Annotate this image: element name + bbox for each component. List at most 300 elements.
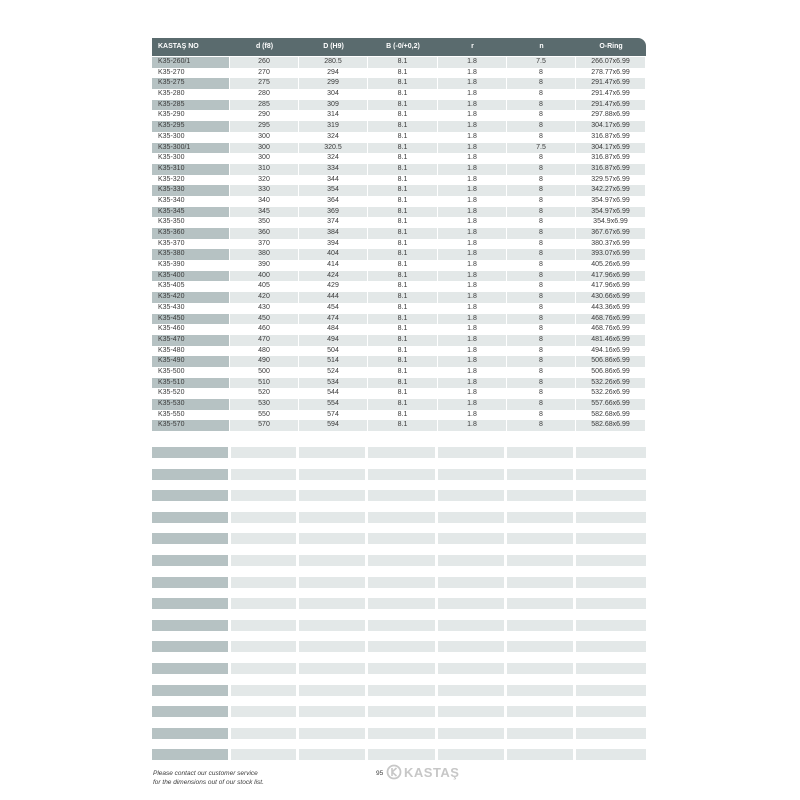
blank-cell	[507, 512, 576, 523]
table-row	[152, 420, 646, 431]
cell-col-oring: 354.97x6.99	[576, 196, 646, 207]
cell-col-oring: 342.27x6.99	[576, 185, 646, 196]
blank-cell	[299, 447, 368, 458]
cell-col-B: 8.1	[368, 57, 438, 68]
cell-col-B: 8.1	[368, 185, 438, 196]
blank-cell	[576, 641, 646, 652]
cell-col-B: 8.1	[368, 260, 438, 271]
cell-col-oring: 417.96x6.99	[576, 281, 646, 292]
blank-cell	[576, 663, 646, 674]
cell-col-kastas-no: K35-450	[152, 314, 230, 325]
table-row	[152, 110, 646, 121]
kastas-logo-icon	[386, 764, 402, 780]
cell-col-B: 8.1	[368, 68, 438, 79]
cell-col-d: 300	[230, 143, 299, 154]
cell-col-B: 8.1	[368, 271, 438, 282]
blank-cell	[507, 685, 576, 696]
cell-col-B: 8.1	[368, 239, 438, 250]
cell-col-oring: 393.07x6.99	[576, 249, 646, 260]
cell-col-D: 319	[299, 121, 368, 132]
blank-cell	[152, 512, 231, 523]
cell-col-n: 7.5	[507, 143, 576, 154]
table-row	[152, 388, 646, 399]
cell-col-kastas-no: K35-320	[152, 175, 230, 186]
cell-col-oring: 506.86x6.99	[576, 367, 646, 378]
blank-cell	[299, 598, 368, 609]
table-row	[152, 271, 646, 282]
blank-row	[152, 706, 646, 717]
cell-col-r: 1.8	[438, 57, 507, 68]
cell-col-kastas-no: K35-405	[152, 281, 230, 292]
cell-col-D: 384	[299, 228, 368, 239]
cell-col-kastas-no: K35-400	[152, 271, 230, 282]
table-row	[152, 78, 646, 89]
table-row	[152, 89, 646, 100]
cell-col-oring: 266.07x6.99	[576, 57, 646, 68]
cell-col-n: 8	[507, 110, 576, 121]
cell-col-d: 460	[230, 324, 299, 335]
blank-row	[152, 577, 646, 588]
cell-col-oring: 291.47x6.99	[576, 100, 646, 111]
cell-col-D: 374	[299, 217, 368, 228]
cell-col-n: 8	[507, 132, 576, 143]
cell-col-r: 1.8	[438, 410, 507, 421]
blank-cell	[231, 533, 299, 544]
blank-row	[152, 490, 646, 501]
cell-col-B: 8.1	[368, 175, 438, 186]
cell-col-d: 400	[230, 271, 299, 282]
table-row	[152, 335, 646, 346]
cell-col-oring: 380.37x6.99	[576, 239, 646, 250]
blank-row	[152, 663, 646, 674]
blank-cell	[576, 598, 646, 609]
blank-cell	[231, 469, 299, 480]
cell-col-oring: 304.17x6.99	[576, 143, 646, 154]
cell-col-kastas-no: K35-430	[152, 303, 230, 314]
cell-col-r: 1.8	[438, 164, 507, 175]
blank-row	[152, 447, 646, 458]
cell-col-n: 8	[507, 100, 576, 111]
table-row	[152, 281, 646, 292]
cell-col-r: 1.8	[438, 303, 507, 314]
blank-cell	[507, 620, 576, 631]
blank-cell	[438, 598, 507, 609]
cell-col-D: 354	[299, 185, 368, 196]
blank-cell	[507, 728, 576, 739]
cell-col-D: 574	[299, 410, 368, 421]
cell-col-r: 1.8	[438, 324, 507, 335]
cell-col-r: 1.8	[438, 356, 507, 367]
cell-col-oring: 494.16x6.99	[576, 346, 646, 357]
cell-col-r: 1.8	[438, 314, 507, 325]
logo-text: KASTAŞ	[404, 764, 460, 780]
cell-col-B: 8.1	[368, 89, 438, 100]
cell-col-d: 370	[230, 239, 299, 250]
table-row	[152, 207, 646, 218]
cell-col-r: 1.8	[438, 78, 507, 89]
blank-row	[152, 598, 646, 609]
blank-cell	[438, 685, 507, 696]
blank-cell	[231, 447, 299, 458]
blank-cell	[438, 490, 507, 501]
blank-cell	[231, 512, 299, 523]
cell-col-kastas-no: K35-260/1	[152, 57, 230, 68]
cell-col-oring: 557.66x6.99	[576, 399, 646, 410]
table-row	[152, 367, 646, 378]
cell-col-kastas-no: K35-460	[152, 324, 230, 335]
cell-col-r: 1.8	[438, 110, 507, 121]
cell-col-kastas-no: K35-520	[152, 388, 230, 399]
blank-cell	[507, 706, 576, 717]
blank-cell	[152, 728, 231, 739]
cell-col-d: 430	[230, 303, 299, 314]
cell-col-n: 8	[507, 196, 576, 207]
cell-col-d: 510	[230, 378, 299, 389]
cell-col-B: 8.1	[368, 399, 438, 410]
blank-cell	[507, 598, 576, 609]
cell-col-n: 8	[507, 68, 576, 79]
blank-cell	[152, 706, 231, 717]
cell-col-r: 1.8	[438, 239, 507, 250]
cell-col-D: 554	[299, 399, 368, 410]
blank-cell	[368, 641, 438, 652]
blank-cell	[576, 620, 646, 631]
kastas-logo	[386, 764, 459, 780]
cell-col-D: 304	[299, 89, 368, 100]
cell-col-D: 334	[299, 164, 368, 175]
cell-col-r: 1.8	[438, 399, 507, 410]
cell-col-kastas-no: K35-550	[152, 410, 230, 421]
blank-cell	[299, 620, 368, 631]
blank-cell	[438, 749, 507, 760]
blank-cell	[152, 620, 231, 631]
blank-cell	[438, 555, 507, 566]
blank-rows-area	[152, 447, 646, 771]
cell-col-d: 570	[230, 420, 299, 431]
cell-col-D: 424	[299, 271, 368, 282]
cell-col-n: 8	[507, 121, 576, 132]
blank-cell	[368, 749, 438, 760]
cell-col-D: 534	[299, 378, 368, 389]
table-row	[152, 143, 646, 154]
table-row	[152, 239, 646, 250]
blank-cell	[231, 728, 299, 739]
cell-col-n: 8	[507, 260, 576, 271]
cell-col-oring: 354.9x6.99	[576, 217, 646, 228]
cell-col-oring: 443.36x6.99	[576, 303, 646, 314]
blank-cell	[368, 469, 438, 480]
cell-col-B: 8.1	[368, 378, 438, 389]
header-col-n: n	[539, 42, 544, 50]
blank-cell	[152, 533, 231, 544]
cell-col-r: 1.8	[438, 367, 507, 378]
cell-col-r: 1.8	[438, 249, 507, 260]
cell-col-r: 1.8	[438, 185, 507, 196]
cell-col-n: 8	[507, 249, 576, 260]
cell-col-oring: 468.76x6.99	[576, 324, 646, 335]
cell-col-kastas-no: K35-510	[152, 378, 230, 389]
blank-cell	[231, 641, 299, 652]
cell-col-n: 8	[507, 314, 576, 325]
cell-col-B: 8.1	[368, 356, 438, 367]
table-row	[152, 303, 646, 314]
blank-cell	[576, 490, 646, 501]
cell-col-d: 340	[230, 196, 299, 207]
table-body	[152, 57, 646, 431]
cell-col-oring: 532.26x6.99	[576, 388, 646, 399]
blank-cell	[576, 447, 646, 458]
cell-col-B: 8.1	[368, 207, 438, 218]
header-col-oring: O-Ring	[599, 42, 623, 50]
dimensions-table	[152, 38, 646, 431]
cell-col-n: 8	[507, 164, 576, 175]
cell-col-B: 8.1	[368, 143, 438, 154]
blank-cell	[299, 555, 368, 566]
cell-col-n: 8	[507, 153, 576, 164]
cell-col-D: 594	[299, 420, 368, 431]
cell-col-n: 8	[507, 378, 576, 389]
cell-col-kastas-no: K35-530	[152, 399, 230, 410]
table-row	[152, 249, 646, 260]
cell-col-B: 8.1	[368, 228, 438, 239]
cell-col-B: 8.1	[368, 292, 438, 303]
blank-cell	[507, 469, 576, 480]
blank-cell	[576, 728, 646, 739]
header-col-r: r	[471, 42, 474, 50]
cell-col-d: 380	[230, 249, 299, 260]
cell-col-d: 330	[230, 185, 299, 196]
cell-col-D: 504	[299, 346, 368, 357]
cell-col-oring: 582.68x6.99	[576, 420, 646, 431]
cell-col-oring: 297.88x6.99	[576, 110, 646, 121]
blank-cell	[152, 577, 231, 588]
table-row	[152, 153, 646, 164]
cell-col-B: 8.1	[368, 164, 438, 175]
cell-col-oring: 304.17x6.99	[576, 121, 646, 132]
blank-cell	[576, 469, 646, 480]
footer-note-line-2: for the dimensions out of our stock list.	[153, 779, 264, 786]
cell-col-kastas-no: K35-350	[152, 217, 230, 228]
cell-col-r: 1.8	[438, 132, 507, 143]
blank-cell	[368, 512, 438, 523]
table-row	[152, 121, 646, 132]
cell-col-B: 8.1	[368, 281, 438, 292]
cell-col-oring: 354.97x6.99	[576, 207, 646, 218]
cell-col-r: 1.8	[438, 281, 507, 292]
blank-cell	[231, 706, 299, 717]
cell-col-oring: 417.96x6.99	[576, 271, 646, 282]
cell-col-B: 8.1	[368, 314, 438, 325]
cell-col-D: 280.5	[299, 57, 368, 68]
cell-col-kastas-no: K35-500	[152, 367, 230, 378]
cell-col-d: 270	[230, 68, 299, 79]
table-row	[152, 132, 646, 143]
cell-col-n: 8	[507, 185, 576, 196]
cell-col-B: 8.1	[368, 410, 438, 421]
cell-col-kastas-no: K35-345	[152, 207, 230, 218]
cell-col-kastas-no: K35-285	[152, 100, 230, 111]
blank-cell	[152, 749, 231, 760]
cell-col-d: 360	[230, 228, 299, 239]
cell-col-kastas-no: K35-270	[152, 68, 230, 79]
cell-col-kastas-no: K35-300/1	[152, 143, 230, 154]
blank-cell	[576, 706, 646, 717]
cell-col-r: 1.8	[438, 271, 507, 282]
cell-col-n: 7.5	[507, 57, 576, 68]
cell-col-B: 8.1	[368, 367, 438, 378]
blank-row	[152, 533, 646, 544]
blank-row	[152, 620, 646, 631]
cell-col-n: 8	[507, 271, 576, 282]
blank-cell	[438, 577, 507, 588]
cell-col-D: 324	[299, 132, 368, 143]
blank-cell	[438, 512, 507, 523]
blank-cell	[368, 728, 438, 739]
cell-col-n: 8	[507, 410, 576, 421]
cell-col-oring: 532.26x6.99	[576, 378, 646, 389]
cell-col-d: 470	[230, 335, 299, 346]
cell-col-d: 480	[230, 346, 299, 357]
cell-col-kastas-no: K35-295	[152, 121, 230, 132]
cell-col-n: 8	[507, 346, 576, 357]
blank-cell	[438, 728, 507, 739]
cell-col-n: 8	[507, 420, 576, 431]
cell-col-oring: 316.87x6.99	[576, 132, 646, 143]
cell-col-d: 345	[230, 207, 299, 218]
page-number: 95	[376, 770, 384, 777]
blank-cell	[576, 685, 646, 696]
blank-cell	[299, 577, 368, 588]
table-row	[152, 217, 646, 228]
table-row	[152, 164, 646, 175]
cell-col-B: 8.1	[368, 110, 438, 121]
cell-col-r: 1.8	[438, 335, 507, 346]
cell-col-D: 294	[299, 68, 368, 79]
cell-col-D: 394	[299, 239, 368, 250]
cell-col-B: 8.1	[368, 388, 438, 399]
cell-col-r: 1.8	[438, 175, 507, 186]
cell-col-D: 369	[299, 207, 368, 218]
blank-cell	[152, 598, 231, 609]
blank-cell	[368, 447, 438, 458]
cell-col-oring: 506.86x6.99	[576, 356, 646, 367]
cell-col-kastas-no: K35-420	[152, 292, 230, 303]
cell-col-d: 295	[230, 121, 299, 132]
blank-cell	[231, 490, 299, 501]
cell-col-n: 8	[507, 239, 576, 250]
cell-col-B: 8.1	[368, 249, 438, 260]
table-row	[152, 399, 646, 410]
table-row	[152, 196, 646, 207]
cell-col-d: 550	[230, 410, 299, 421]
blank-cell	[231, 685, 299, 696]
cell-col-n: 8	[507, 281, 576, 292]
cell-col-d: 520	[230, 388, 299, 399]
cell-col-oring: 316.87x6.99	[576, 153, 646, 164]
cell-col-r: 1.8	[438, 346, 507, 357]
cell-col-D: 309	[299, 100, 368, 111]
cell-col-B: 8.1	[368, 196, 438, 207]
header-col-kastas-no: KASTAŞ NO	[158, 42, 199, 50]
cell-col-D: 324	[299, 153, 368, 164]
cell-col-B: 8.1	[368, 121, 438, 132]
cell-col-n: 8	[507, 217, 576, 228]
cell-col-r: 1.8	[438, 68, 507, 79]
footer-note-line-1: Please contact our customer service	[153, 770, 258, 777]
cell-col-d: 310	[230, 164, 299, 175]
blank-cell	[507, 577, 576, 588]
cell-col-kastas-no: K35-290	[152, 110, 230, 121]
cell-col-r: 1.8	[438, 121, 507, 132]
blank-cell	[507, 555, 576, 566]
cell-col-r: 1.8	[438, 388, 507, 399]
blank-cell	[299, 469, 368, 480]
cell-col-r: 1.8	[438, 100, 507, 111]
blank-cell	[368, 685, 438, 696]
cell-col-oring: 582.68x6.99	[576, 410, 646, 421]
table-row	[152, 314, 646, 325]
table-row	[152, 292, 646, 303]
blank-row	[152, 749, 646, 760]
cell-col-oring: 316.87x6.99	[576, 164, 646, 175]
cell-col-d: 420	[230, 292, 299, 303]
blank-cell	[152, 469, 231, 480]
cell-col-d: 405	[230, 281, 299, 292]
blank-cell	[231, 598, 299, 609]
blank-cell	[299, 685, 368, 696]
blank-cell	[368, 663, 438, 674]
cell-col-n: 8	[507, 388, 576, 399]
cell-col-B: 8.1	[368, 324, 438, 335]
cell-col-d: 350	[230, 217, 299, 228]
cell-col-oring: 405.26x6.99	[576, 260, 646, 271]
blank-row	[152, 641, 646, 652]
cell-col-d: 490	[230, 356, 299, 367]
blank-cell	[299, 512, 368, 523]
cell-col-kastas-no: K35-470	[152, 335, 230, 346]
cell-col-r: 1.8	[438, 378, 507, 389]
cell-col-n: 8	[507, 356, 576, 367]
cell-col-oring: 291.47x6.99	[576, 89, 646, 100]
cell-col-kastas-no: K35-380	[152, 249, 230, 260]
blank-cell	[368, 490, 438, 501]
cell-col-kastas-no: K35-360	[152, 228, 230, 239]
blank-cell	[507, 533, 576, 544]
cell-col-d: 320	[230, 175, 299, 186]
cell-col-kastas-no: K35-340	[152, 196, 230, 207]
cell-col-n: 8	[507, 303, 576, 314]
blank-cell	[507, 749, 576, 760]
cell-col-oring: 278.77x6.99	[576, 68, 646, 79]
cell-col-D: 474	[299, 314, 368, 325]
cell-col-n: 8	[507, 399, 576, 410]
cell-col-d: 275	[230, 78, 299, 89]
cell-col-d: 390	[230, 260, 299, 271]
cell-col-n: 8	[507, 335, 576, 346]
blank-row	[152, 728, 646, 739]
cell-col-kastas-no: K35-490	[152, 356, 230, 367]
cell-col-D: 344	[299, 175, 368, 186]
blank-cell	[299, 663, 368, 674]
cell-col-d: 290	[230, 110, 299, 121]
cell-col-d: 530	[230, 399, 299, 410]
header-col-B: B (-0/+0,2)	[386, 42, 420, 50]
table-row	[152, 356, 646, 367]
cell-col-kastas-no: K35-330	[152, 185, 230, 196]
cell-col-D: 404	[299, 249, 368, 260]
blank-row	[152, 685, 646, 696]
table-row	[152, 410, 646, 421]
